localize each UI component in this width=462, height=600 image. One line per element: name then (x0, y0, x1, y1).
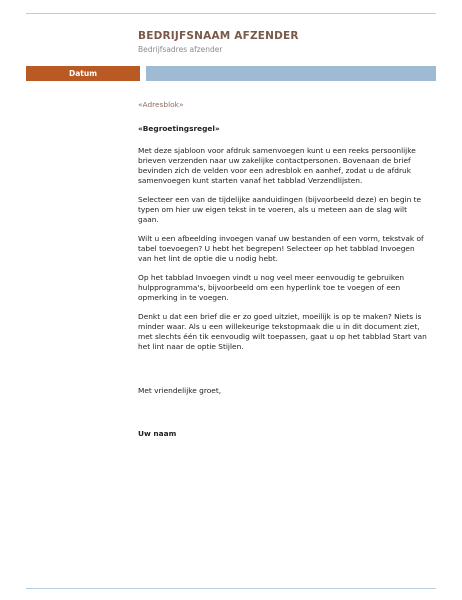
bottom-rule (26, 588, 436, 589)
salutation-field[interactable]: «Begroetingsregel» (138, 124, 220, 133)
sender-name[interactable]: BEDRIJFSNAAM AFZENDER (138, 30, 299, 42)
closing-line[interactable]: Met vriendelijke groet, (138, 386, 222, 395)
date-field[interactable]: Datum (26, 66, 140, 81)
date-band (26, 66, 436, 81)
top-rule (26, 13, 436, 14)
signature-name[interactable]: Uw naam (138, 429, 177, 438)
body-paragraph[interactable]: Met deze sjabloon voor afdruk samenvoegen kunt u een reeks persoonlijke brieven verzenden naar uw zakelijke contactpersonen. Bovenaan de brief bevinden zich de velden voor een adresblok en aanhef, zodat u de afdruk samenvoegen kunt starten vanaf het tabblad Verzendlijsten. (138, 146, 416, 185)
body-paragraph[interactable]: Wilt u een afbeelding invoegen vanaf uw bestanden of een vorm, tekstvak of tabel toevoegen? U hebt het begrepen! Selecteer op het tabblad Invoegen van het lint de optie die u nodig hebt. (138, 234, 424, 263)
body-paragraph[interactable]: Op het tabblad Invoegen vindt u nog veel meer eenvoudig te gebruiken hulpprogramma's, bijvoorbeeld om een hyperlink toe te voegen of een opmerking in te voegen. (138, 273, 405, 302)
sender-header (138, 30, 299, 54)
accent-bar (146, 66, 436, 81)
body-paragraph[interactable]: Selecteer een van de tijdelijke aanduidingen (bijvoorbeeld deze) en begin te typen om hier uw eigen tekst in te voeren, als u meteen aan de slag wilt gaan. (138, 195, 422, 224)
address-block-field[interactable]: «Adresblok» (138, 100, 184, 109)
body-paragraph[interactable]: Denkt u dat een brief die er zo goed uitziet, moeilijk is op te maken? Niets is minder waar. Als u een willekeurige tekstopmaak die u in dit document ziet, met slechts één tik eenvoudig wilt toepassen, gaat u op het tabblad Start van het lint naar de optie Stijlen. (138, 312, 427, 351)
sender-address[interactable]: Bedrijfsadres afzender (138, 45, 223, 54)
letter-body (138, 100, 428, 439)
